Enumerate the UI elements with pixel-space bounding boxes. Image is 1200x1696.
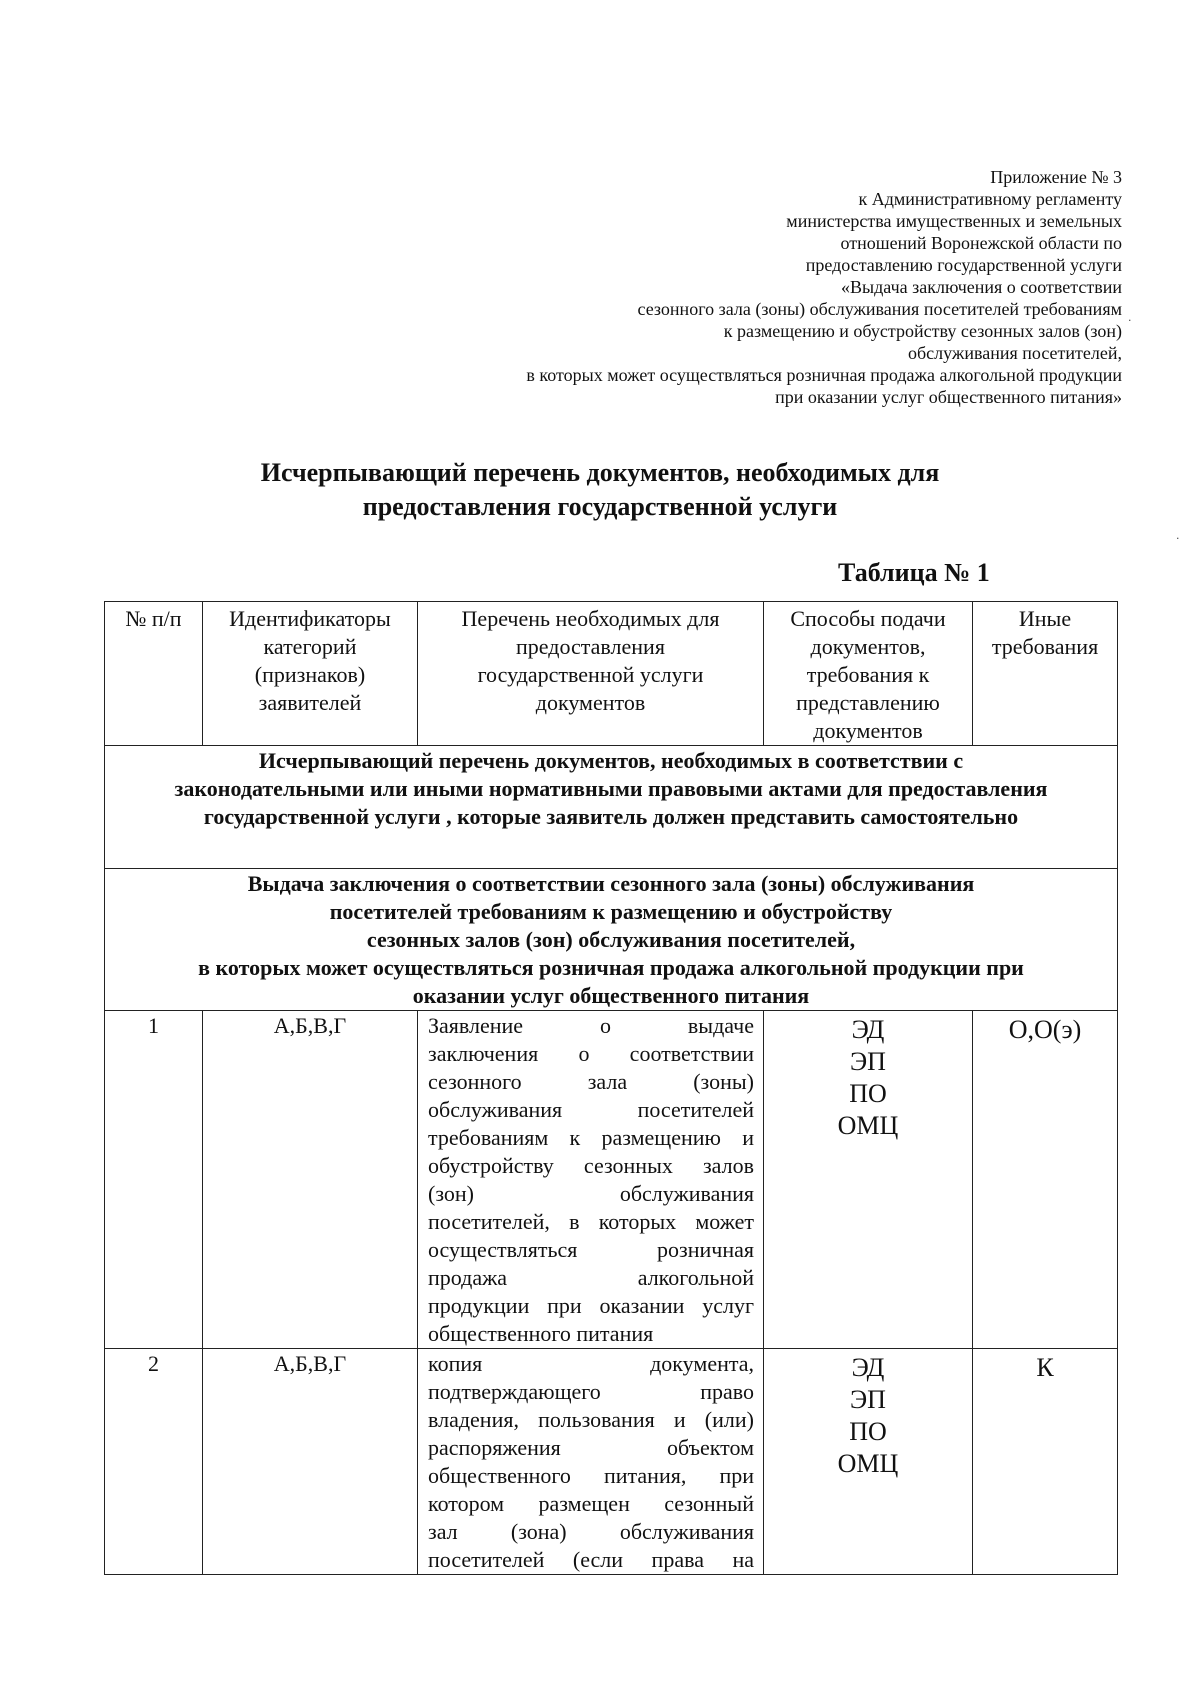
- header-text: № п/п: [125, 606, 182, 631]
- header-identifiers: [203, 602, 418, 746]
- description-line: Заявление о выдаче: [428, 1013, 754, 1038]
- applicant-identifiers: А,Б,В,Г: [203, 1349, 418, 1575]
- description-line: обустройству сезонных залов: [428, 1153, 754, 1178]
- document-description: [418, 1011, 764, 1349]
- header-text: требования: [991, 634, 1099, 659]
- header-text: документов,: [810, 634, 926, 659]
- section-line: Выдача заключения о соответствии сезонного зала (зоны) обслуживания: [247, 871, 975, 896]
- header-text: предоставления: [516, 634, 665, 659]
- method-code: ОМЦ: [837, 1449, 899, 1478]
- appendix-line: в которых может осуществляться розничная продажа алкогольной продукции: [526, 365, 1122, 385]
- description-line: посетителей (если права на: [428, 1547, 754, 1572]
- table-label: Таблица № 1: [838, 558, 990, 587]
- section-line: оказании услуг общественного питания: [412, 983, 810, 1008]
- section-row: [105, 746, 1118, 869]
- appendix-line: к Административному регламенту: [858, 189, 1122, 209]
- header-documents-list: [418, 602, 764, 746]
- description-line: зал (зона) обслуживания: [428, 1519, 754, 1544]
- method-code: ЭП: [850, 1385, 886, 1414]
- header-text: требования к: [806, 662, 930, 687]
- section-line: государственной услуги , которые заявитель должен представить самостоятельно: [203, 804, 1019, 829]
- applicant-identifiers: А,Б,В,Г: [203, 1011, 418, 1349]
- appendix-line: обслуживания посетителей,: [908, 343, 1122, 363]
- header-text: Иные: [1018, 606, 1072, 631]
- description-line: заключения о соответствии: [428, 1041, 754, 1066]
- table-row: [105, 1011, 1118, 1349]
- documents-table: [104, 601, 1118, 1575]
- method-code: ЭД: [851, 1015, 885, 1044]
- appendix-line: при оказании услуг общественного питания»: [775, 387, 1122, 407]
- description-line: подтверждающего право: [428, 1379, 754, 1404]
- description-line: распоряжения объектом: [428, 1435, 754, 1460]
- row-number: 2: [105, 1349, 203, 1575]
- header-other-requirements: [973, 602, 1118, 746]
- appendix-line: «Выдача заключения о соответствии: [841, 277, 1122, 297]
- header-text: представлению: [796, 690, 940, 715]
- description-line: продажа алкогольной: [428, 1265, 754, 1290]
- document-description: [418, 1349, 764, 1575]
- method-code: ПО: [849, 1417, 887, 1446]
- section-line: Исчерпывающий перечень документов, необходимых в соответствии с: [258, 748, 964, 773]
- description-line: осуществляться розничная: [428, 1237, 754, 1262]
- description-line: продукции при оказании услуг: [428, 1293, 754, 1318]
- row-number: 1: [105, 1011, 203, 1349]
- section-line: посетителей требованиям к размещению и обустройству: [329, 899, 893, 924]
- appendix-line: Приложение № 3: [990, 167, 1122, 187]
- document-title-line: предоставления государственной услуги: [362, 492, 838, 521]
- description-line: владения, пользования и (или): [428, 1407, 754, 1432]
- section-line: сезонных залов (зон) обслуживания посетителей,: [366, 927, 856, 952]
- description-line: котором размещен сезонный: [428, 1491, 754, 1516]
- description-line: общественного питания, при: [428, 1463, 754, 1488]
- header-submission-methods: [764, 602, 973, 746]
- method-code: ОМЦ: [837, 1111, 899, 1140]
- header-text: Идентификаторы: [229, 606, 391, 631]
- header-text: заявителей: [258, 690, 362, 715]
- header-text: документов: [535, 690, 646, 715]
- document-title: [100, 456, 1100, 524]
- other-requirements: К: [973, 1349, 1118, 1575]
- method-code: ПО: [849, 1079, 887, 1108]
- table-row: [105, 1349, 1118, 1575]
- description-line: посетителей, в которых может: [428, 1209, 754, 1234]
- header-number: [105, 602, 203, 746]
- header-text: (признаков): [254, 662, 366, 687]
- description-line: (зон) обслуживания: [428, 1181, 754, 1206]
- table-header-row: [105, 602, 1118, 746]
- header-text: документов: [813, 718, 923, 743]
- appendix-line: к размещению и обустройству сезонных залов (зон): [723, 321, 1122, 341]
- document-title-line: Исчерпывающий перечень документов, необходимых для: [260, 458, 940, 487]
- method-code: ЭП: [850, 1047, 886, 1076]
- section-heading-exhaustive-list: [105, 746, 1118, 869]
- appendix-line: предоставлению государственной услуги: [805, 255, 1122, 275]
- section-line: в которых может осуществляться розничная продажа алкогольной продукции при: [198, 955, 1024, 980]
- appendix-line: министерства имущественных и земельных: [786, 211, 1122, 231]
- header-text: Способы подачи: [790, 606, 946, 631]
- method-code: ЭД: [851, 1353, 885, 1382]
- description-line: копия документа,: [428, 1351, 754, 1376]
- header-text: государственной услуги: [477, 662, 704, 687]
- scan-artifact: ·: [1176, 532, 1180, 545]
- header-text: категорий: [263, 634, 357, 659]
- scan-artifact: ·: [1128, 314, 1132, 327]
- description-line: требованиям к размещению и: [428, 1125, 754, 1150]
- appendix-line: сезонного зала (зоны) обслуживания посетителей требованиям: [637, 299, 1122, 319]
- submission-methods: [764, 1011, 973, 1349]
- header-text: Перечень необходимых для: [461, 606, 720, 631]
- appendix-header: [362, 166, 1122, 408]
- submission-methods: [764, 1349, 973, 1575]
- other-requirements: О,О(э): [973, 1011, 1118, 1349]
- section-heading-service: [105, 869, 1118, 1011]
- section-line: законодательными или иными нормативными правовыми актами для предоставления: [174, 776, 1048, 801]
- appendix-line: отношений Воронежской области по: [840, 233, 1122, 253]
- description-line: общественного питания: [428, 1321, 654, 1346]
- description-line: обслуживания посетителей: [428, 1097, 754, 1122]
- description-line: сезонного зала (зоны): [428, 1069, 754, 1094]
- section-row: [105, 869, 1118, 1011]
